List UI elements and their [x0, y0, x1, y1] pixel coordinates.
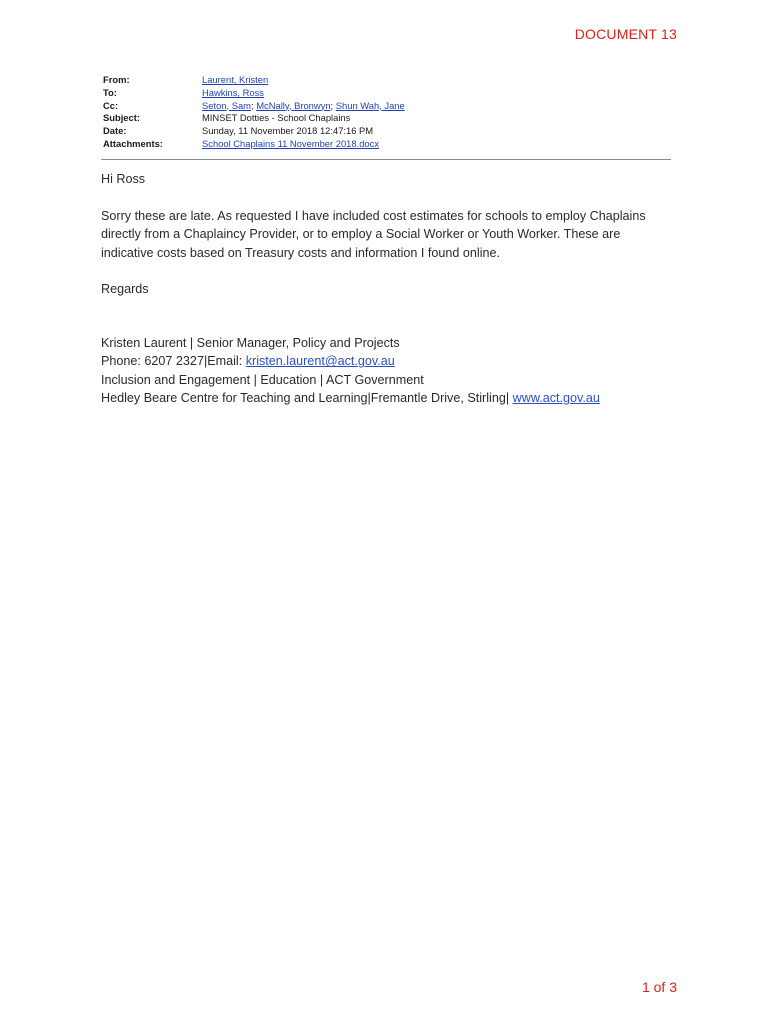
cc-values: [202, 100, 405, 113]
website-link[interactable]: www.act.gov.au: [512, 390, 600, 405]
sign-off: Regards: [101, 282, 149, 296]
email-header: [103, 74, 671, 151]
from-label: From:: [103, 74, 130, 85]
signature-block: [101, 334, 681, 407]
paragraph-line: indicative costs based on Treasury costs and information I found online.: [101, 245, 501, 260]
address-text: Hedley Beare Centre for Teaching and Learning|Fremantle Drive, Stirling|: [101, 390, 513, 405]
attachments-row: [103, 138, 671, 151]
message-paragraph: [101, 207, 681, 262]
date-label: Date:: [103, 125, 127, 137]
cc-link[interactable]: Shun Wah, Jane: [335, 99, 405, 111]
from-link[interactable]: Laurent, Kristen: [202, 74, 269, 85]
to-label: To:: [103, 86, 117, 98]
subject-label: Subject:: [103, 112, 140, 124]
signature-contact: [101, 352, 681, 370]
signature-name-title: Kristen Laurent | Senior Manager, Policy and Projects: [101, 336, 400, 350]
header-divider: [101, 159, 671, 160]
paragraph-line: Sorry these are late. As requested I have included cost estimates for schools to employ Chaplains: [101, 209, 646, 223]
cc-link[interactable]: Seton, Sam: [202, 99, 251, 111]
email-link[interactable]: kristen.laurent@act.gov.au: [245, 354, 395, 369]
cc-label: Cc:: [103, 99, 119, 111]
subject-value: MINSET Dotties - School Chaplains: [202, 112, 351, 124]
page-number: 1 of 3: [641, 979, 677, 995]
date-value: Sunday, 11 November 2018 12:47:16 PM: [202, 125, 374, 137]
from-row: [103, 74, 671, 87]
attachments-label: Attachments:: [103, 137, 163, 149]
to-link[interactable]: Hawkins, Ross: [202, 86, 264, 98]
cc-row: [103, 100, 671, 113]
phone-text: Phone: 6207 2327|Email:: [101, 354, 246, 369]
cc-separator: ;: [251, 99, 257, 111]
cc-link[interactable]: McNally, Bronwyn: [256, 99, 331, 111]
greeting: Hi Ross: [101, 172, 146, 186]
cc-separator: ;: [330, 99, 336, 111]
subject-row: [103, 112, 671, 125]
signature-org: Inclusion and Engagement | Education | ACT Government: [101, 372, 424, 387]
signature-address: [101, 389, 681, 407]
paragraph-line: directly from a Chaplaincy Provider, or to employ a Social Worker or Youth Worker. These are: [101, 227, 621, 242]
date-row: [103, 125, 671, 138]
to-row: [103, 87, 671, 100]
document-number: DOCUMENT 13: [574, 26, 677, 42]
attachment-link[interactable]: School Chaplains 11 November 2018.docx: [202, 137, 380, 149]
